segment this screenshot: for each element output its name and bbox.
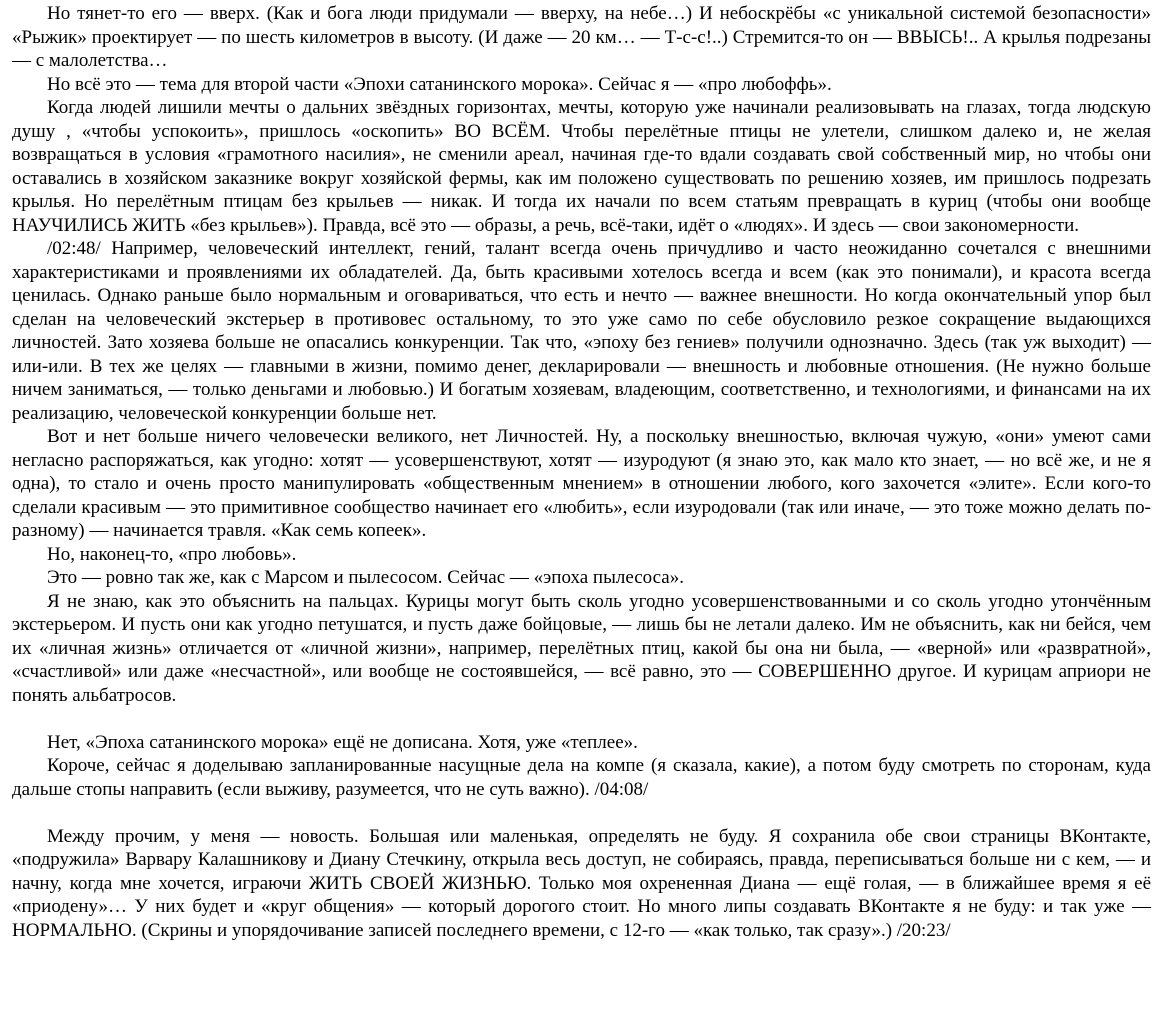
paragraph-10: Короче, сейчас я доделываю запланированные насущные дела на компе (я сказала, какие), а потом буду смотреть по сторонам, куда дальше стопы направить (если выживу, разумеется, что не суть важно). /04:08/	[12, 755, 1151, 800]
paragraph-7: Это — ровно так же, как с Марсом и пылесосом. Сейчас — «эпоха пылесоса».	[47, 567, 684, 588]
paragraph-6: Но, наконец-то, «про любовь».	[47, 543, 297, 565]
paragraph-3: Когда людей лишили мечты о дальних звёздных горизонтах, мечты, которую уже начинали реализовывать на глазах, тогда людскую душу , «чтобы успокоить», пришлось «оскопить» ВО ВСЁМ. Чтобы перелётные птицы не улетели, слишком далеко и, не желая возвращаться в условия «грамотного насилия», не сменили ареал, начиная где-то вдали создавать свой собственный мир, но чтобы они оставались в хозяйском заказнике вокруг хозяйской фермы, как им положено существовать по решению хозяев, им пришлось подрезать крылья. Но перелётным птицам без крыльев — никак. И тогда их начали по всем статьям превращать в куриц (чтобы они вообще НАУЧИЛИСЬ ЖИТЬ «без крыльев»). Правда, всё это — образы, а речь, всё-таки, идёт о «людях». И здесь — свои закономерности.	[12, 97, 1151, 236]
paragraph-spacer	[12, 707, 1151, 731]
paragraph-1: Но тянет-то его — вверх. (Как и бога люди придумали — вверху, на небе…) И небоскрёбы «с уникальной системой безопасности» «Рыжик» проектирует — по шесть километров в высоту. (И даже — 20 км… — Т-с-с!..) Стремится-то он — ВВЫСЬ!.. А крылья подрезаны — с малолетства…	[12, 3, 1151, 71]
paragraph-11: Между прочим, у меня — новость. Большая или маленькая, определять не буду. Я сохранила обе свои страницы ВКонтакте, «подружила» Варвару Калашникову и Диану Стечкину, открыла весь доступ, не собираясь, правда, переписываться больше ни с кем, — и начну, когда мне хочется, играючи ЖИТЬ СВОЕЙ ЖИЗНЬЮ. Только моя охрененная Диана — ещё голая, — в ближайшее время я её «приодену»… У них будет и «круг общения» — который дорогого стоит. Но много липы создавать ВКонтакте я не буду: и так уже — НОРМАЛЬНО. (Скрины и упорядочивание записей последнего времени, с 12-го — «как только, так сразу».) /20:23/	[12, 825, 1151, 941]
paragraph-4: /02:48/ Например, человеческий интеллект, гений, талант всегда очень причудливо и часто неожиданно сочетался с внешними характеристиками и проявлениями их обладателей. Да, быть красивыми хотелось всегда и всем (как это понимали), и красота всегда ценилась. Однако раньше было нормальным и оговариваться, что есть и нечто — важнее внешности. Но когда окончательный упор был сделан на человеческий экстерьер в противовес остальному, то это уже само по себе обусловило резкое сокращение выдающихся личностей. Зато хозяева больше не опасались конкуренции. Так что, «эпоху без гениев» получили однозначно. Здесь (так уж выходит) — или-или. В тех же целях — главными в жизни, помимо денег, декларировали — внешность и любовные отношения. (Не нужно больше ничем заниматься, — только деньгами и любовью.) И богатым хозяевам, владеющим, соответственно, и технологиями, и финансами на их реализацию, человеческой конкуренции больше нет.	[12, 238, 1151, 424]
paragraph-9: Нет, «Эпоха сатанинского морока» ещё не дописана. Хотя, уже «теплее».	[47, 731, 638, 753]
paragraph-2: Но всё это — тема для второй части «Эпохи сатанинского морока». Сейчас я — «про любоффь».	[47, 73, 832, 95]
paragraph-5: Вот и нет больше ничего человечески великого, нет Личностей. Ну, а поскольку внешностью, включая чужую, «они» умеют сами негласно распоряжаться, как угодно: хотят — усовершенствуют, хотят — изуродуют (я знаю это, как мало кто знает, — но всё же, и не я одна), то стало и очень просто манипулировать «общественным мнением» в отношении любого, кого захочется «элите». Если кого-то сделали красивым — это примитивное сообщество начинает его «любить», если изуродовали (так или иначе, — это тоже можно делать по-разному) — начинается травля. «Как семь копеек».	[12, 426, 1151, 541]
paragraph-spacer	[12, 801, 1151, 825]
paragraph-8: Я не знаю, как это объяснить на пальцах. Курицы могут быть сколь угодно усовершенствованными и со сколь угодно утончённым экстерьером. И пусть они как угодно петушатся, и пусть даже бойцовые, — лишь бы не летали далеко. Им не объяснить, как ни бейся, чем их «личная жизнь» отличается от «личной жизни», например, перелётных птиц, какой бы она ни была, — «верной» или «развратной», «счастливой» или даже «несчастной», или вообще не состоявшейся, — всё равно, это — СОВЕРШЕННО другое. И курицам априори не понять альбатросов.	[12, 590, 1151, 706]
